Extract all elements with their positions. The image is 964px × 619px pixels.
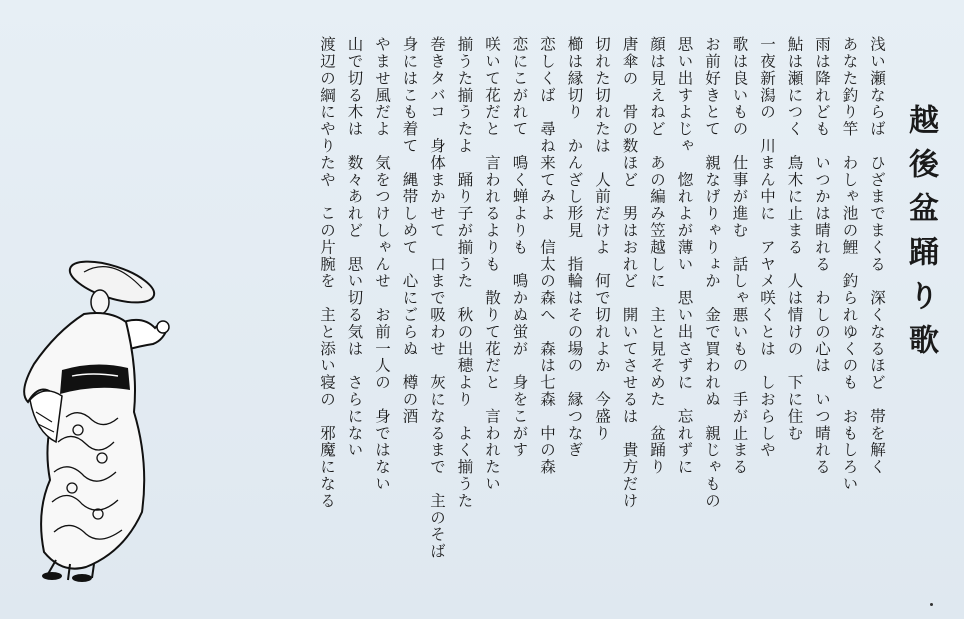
dancer-head [91, 290, 109, 314]
lyric-line: 山で切る木は 数々あれど 思い切る気は さらにない [345, 36, 364, 459]
lyric-line: 恋にこがれて 鳴く蝉よりも 鳴かぬ蛍が 身をこがす [510, 36, 529, 459]
lyric-line: 鮎は瀬につく 鳥木に止まる 人は情けの 下に住む [785, 36, 804, 442]
straw-hat [65, 253, 159, 311]
lyric-line: 渡辺の綱にやりたや この片腕を 主と添い寝の 邪魔になる [318, 36, 336, 510]
lyric-line: 恋しくば 尋ね来てみよ 信太の森へ 森は七森 中の森 [538, 36, 556, 476]
lyric-line: 揃うた揃うたよ 踊り子が揃うた 秋の出穂より よく揃うた [455, 36, 474, 510]
lyric-line: 唐傘の 骨の数ほど 男はおれど 開いてさせるは 貴方だけ [620, 36, 639, 510]
page-title: 越後盆踊り歌 [903, 104, 938, 368]
lyric-line: 一夜新潟の 川まん中に アヤメ咲くとは しおらしや [758, 36, 776, 459]
lyric-line: 切れた切れたは 人前だけよ 何で切れよか 今盛り [593, 36, 611, 442]
lyric-line: あなた釣り竿 わしゃ池の鯉 釣られゆくのも おもしろい [840, 36, 859, 493]
lyric-line: お前好きとて 親なげりゃりょか 金で買われぬ 親じゃもの [703, 36, 721, 510]
lyric-line: 咲いて花だと 言われるよりも 散りて花だと 言われたい [483, 36, 501, 493]
lyric-line: 巻きタバコ 身体まかせて 口まで吸わせ 灰になるまで 主のそば [428, 36, 446, 560]
lyric-line: 身にはこも着て 縄帯しめて 心にごらぬ 樽の酒 [400, 36, 419, 425]
lyric-line: 顔は見えねど あの編み笠越しに 主と見そめた 盆踊り [648, 36, 666, 476]
lyric-line: 櫛は縁切り かんざし形見 指輪はその場の 縁つなぎ [565, 36, 584, 459]
lyric-line: 思い出すよじゃ 惚れよが薄い 思い出さずに 忘れずに [675, 36, 694, 476]
lyric-line: 歌は良いもの 仕事が進む 話しゃ悪いもの 手が止まる [730, 36, 749, 476]
dust-speck [930, 603, 933, 606]
dancer-illustration [14, 252, 189, 582]
lyric-line: やませ風だよ 気をつけしゃんせ お前一人の 身ではない [373, 36, 391, 493]
lyrics-column-container [313, 36, 891, 596]
lyric-line: 雨は降れども いつかは晴れる わしの心は いつ晴れる [813, 36, 831, 476]
lyric-line: 浅い瀬ならば ひざまでまくる 深くなるほど 帯を解く [868, 36, 886, 476]
